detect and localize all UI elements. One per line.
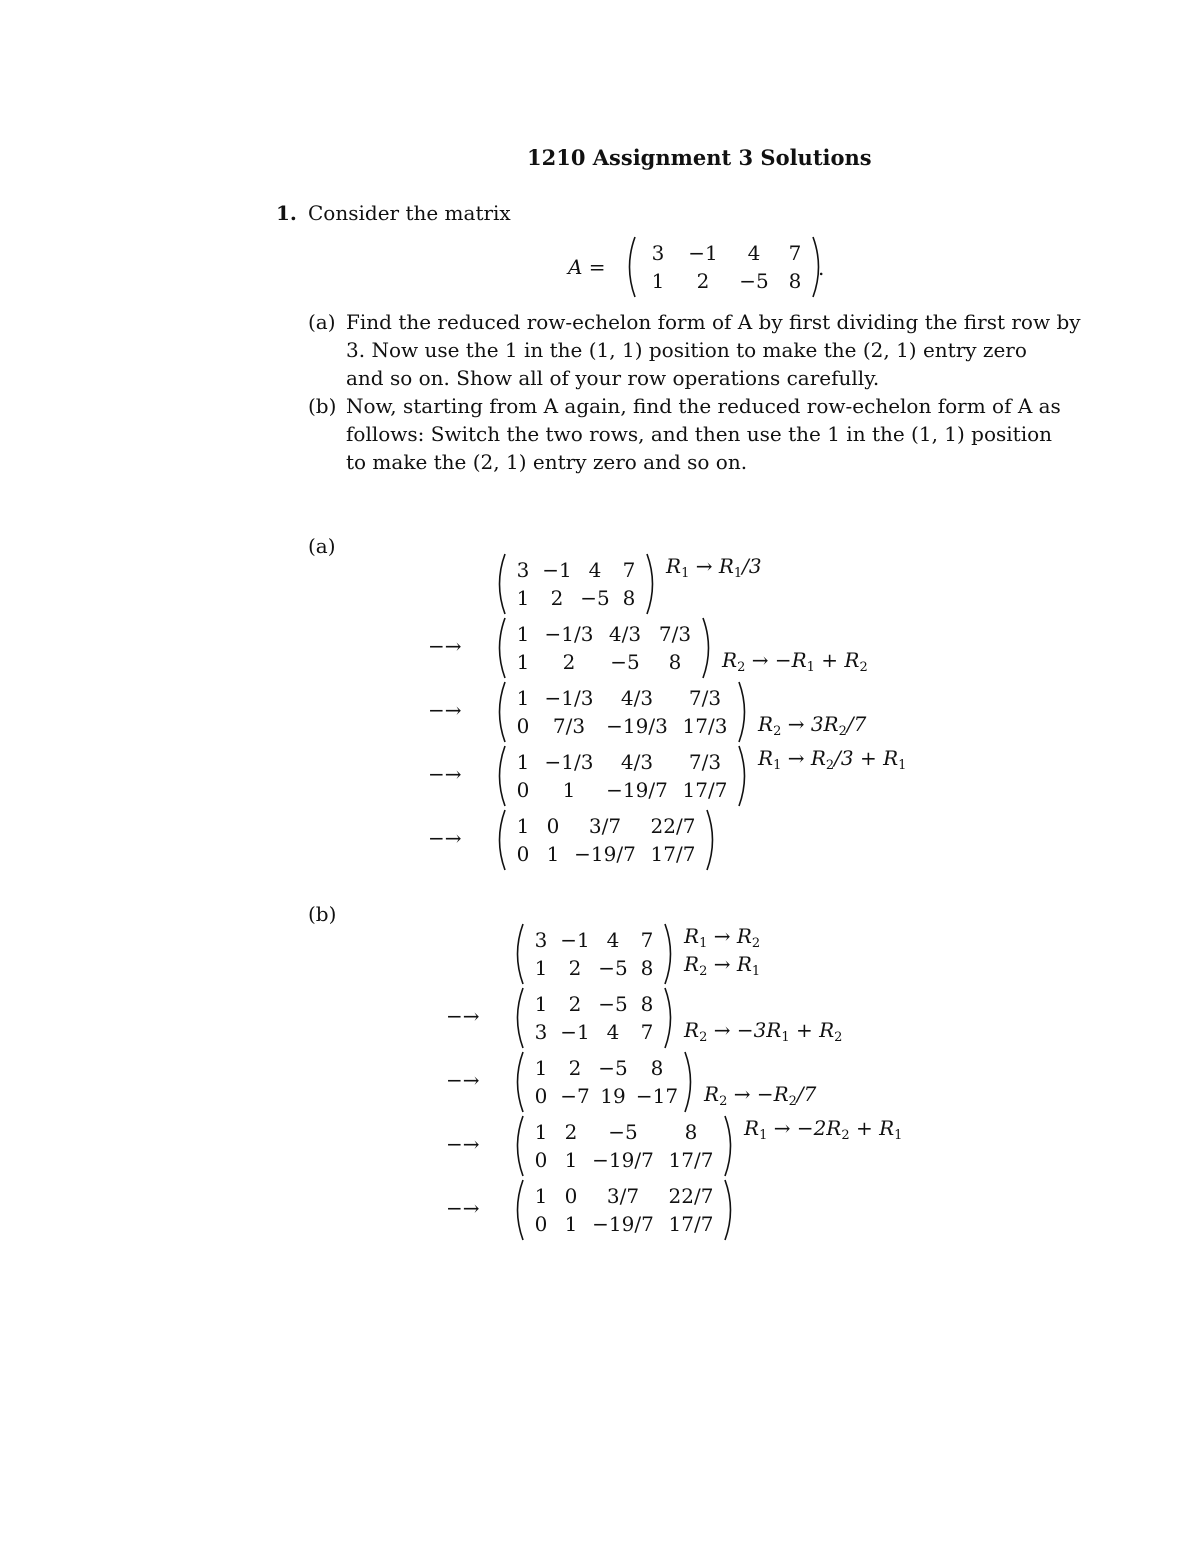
matrix-cell: 1: [546, 842, 560, 866]
matrix-cell: 1: [516, 750, 530, 774]
matrix-cell: −19/7: [606, 778, 668, 802]
step-matrix: [510, 1050, 698, 1114]
matrix-cell: 0: [534, 1084, 548, 1108]
matrix-cell: 0: [516, 714, 530, 738]
right-paren: [700, 616, 716, 680]
matrix-cell: 2: [564, 1120, 578, 1144]
matrix-cell: 22/7: [650, 814, 696, 838]
matrix-cell: 8: [640, 992, 654, 1016]
page-title: 1210 Assignment 3 Solutions: [527, 145, 872, 170]
row-operation: $R_2 \to R_1$: [684, 952, 761, 979]
matrix-cell: −19/7: [592, 1212, 654, 1236]
matrix-cell: 3: [534, 1020, 548, 1044]
matrix-cell: 0: [546, 814, 560, 838]
matrix-entries: [508, 558, 644, 610]
step-matrix: [492, 552, 660, 616]
matrix-cell: 3/7: [588, 814, 622, 838]
matrix-cell: 17/7: [668, 1212, 714, 1236]
matrix-cell: 1: [564, 1148, 578, 1172]
matrix-cell: 17/3: [682, 714, 728, 738]
matrix-cell: −1: [560, 1020, 590, 1044]
matrix-cell: 8: [622, 586, 636, 610]
matrix-cell: 3: [651, 241, 665, 265]
left-paren: [510, 922, 526, 986]
row-operation: $R_1 \to R_2$: [684, 924, 761, 951]
row-operation: $R_2 \to -R_1 + R_2$: [722, 648, 868, 675]
matrix-cell: −17: [635, 1084, 679, 1108]
matrix-cell: 1: [534, 1184, 548, 1208]
matrix-cell: −5: [580, 586, 610, 610]
matrix-cell: 1: [516, 814, 530, 838]
matrix-cell: 2: [568, 992, 582, 1016]
matrix-entries: [508, 750, 736, 802]
part-a-label: (a): [308, 310, 336, 334]
transform-arrow: −→: [446, 1004, 480, 1028]
part-b-line-2: follows: Switch the two rows, and then use the 1 in the (1, 1) position: [346, 422, 1053, 446]
matrix-cell: 4/3: [620, 686, 654, 710]
matrix-cell: 1: [562, 778, 576, 802]
matrix-cell: −1/3: [544, 686, 594, 710]
matrix-cell: 0: [516, 778, 530, 802]
problem-intro: Consider the matrix: [308, 201, 511, 225]
transform-arrow: −→: [428, 762, 462, 786]
matrix-cell: 1: [534, 992, 548, 1016]
matrix-cell: 19: [600, 1084, 626, 1108]
right-paren: [682, 1050, 698, 1114]
matrix-cell: 4: [747, 241, 761, 265]
matrix-cell: 7: [622, 558, 636, 582]
matrix-cell: −1/3: [544, 622, 594, 646]
matrix-cell: 4/3: [608, 622, 642, 646]
matrix-cell: 2: [562, 650, 576, 674]
matrix-cell: 0: [534, 1148, 548, 1172]
matrix-cell: 4: [588, 558, 602, 582]
matrix-cell: −1: [688, 241, 718, 265]
part-b-line-1: Now, starting from A again, find the reduced row-echelon form of A as: [346, 394, 1061, 418]
step-matrix: [492, 680, 752, 744]
matrix-cell: −19/7: [592, 1148, 654, 1172]
right-paren: [722, 1178, 738, 1242]
transform-arrow: −→: [428, 826, 462, 850]
matrix-cell: −5: [598, 1056, 628, 1080]
matrix-cell: 0: [516, 842, 530, 866]
left-paren: [492, 808, 508, 872]
matrix-label: A =: [568, 255, 606, 279]
row-operation: $R_1 \to R_2/3 + R_1$: [758, 746, 907, 773]
solution-b-label: (b): [308, 902, 337, 926]
matrix-entries: [526, 1120, 722, 1172]
matrix-cell: 7/3: [552, 714, 586, 738]
matrix-cell: −1: [560, 928, 590, 952]
transform-arrow: −→: [428, 634, 462, 658]
part-a-line-2: 3. Now use the 1 in the (1, 1) position to make the (2, 1) entry zero: [346, 338, 1027, 362]
matrix-cell: 7: [640, 1020, 654, 1044]
matrix-cell: 0: [534, 1212, 548, 1236]
matrix-entries: [508, 622, 700, 674]
matrix-cell: 2: [568, 956, 582, 980]
matrix-A: [622, 235, 826, 299]
step-matrix: [510, 1178, 738, 1242]
left-paren: [492, 680, 508, 744]
matrix-cell: 4: [606, 928, 620, 952]
matrix-cell: −5: [608, 1120, 638, 1144]
left-paren: [510, 1114, 526, 1178]
matrix-cell: 7/3: [688, 750, 722, 774]
matrix-cell: 1: [534, 1120, 548, 1144]
matrix-cell: 17/7: [682, 778, 728, 802]
right-paren: [704, 808, 720, 872]
matrix-cell: 3: [516, 558, 530, 582]
step-matrix: [492, 808, 720, 872]
row-operation: $R_2 \to -3R_1 + R_2$: [684, 1018, 843, 1045]
matrix-cell: 4: [606, 1020, 620, 1044]
matrix-cell: 3/7: [606, 1184, 640, 1208]
step-matrix: [492, 616, 716, 680]
matrix-cell: −7: [560, 1084, 590, 1108]
right-paren: [662, 922, 678, 986]
matrix-entries: [638, 241, 810, 293]
left-paren: [510, 1178, 526, 1242]
matrix-cell: −19/3: [606, 714, 668, 738]
matrix-cell: 17/7: [650, 842, 696, 866]
matrix-cell: 8: [650, 1056, 664, 1080]
matrix-entries: [508, 686, 736, 738]
matrix-cell: 1: [516, 686, 530, 710]
left-paren: [492, 616, 508, 680]
matrix-cell: −5: [598, 992, 628, 1016]
matrix-entries: [526, 928, 662, 980]
matrix-period: .: [818, 256, 825, 280]
matrix-cell: 17/7: [668, 1148, 714, 1172]
matrix-cell: −1: [542, 558, 572, 582]
transform-arrow: −→: [428, 698, 462, 722]
matrix-cell: 2: [550, 586, 564, 610]
matrix-cell: 1: [516, 650, 530, 674]
matrix-cell: 8: [668, 650, 682, 674]
matrix-cell: 22/7: [668, 1184, 714, 1208]
matrix-cell: 1: [516, 586, 530, 610]
row-operation: $R_1 \to -2R_2 + R_1$: [744, 1116, 903, 1143]
matrix-cell: 8: [684, 1120, 698, 1144]
matrix-cell: 7: [640, 928, 654, 952]
problem-number: 1.: [276, 201, 297, 225]
left-paren: [510, 1050, 526, 1114]
transform-arrow: −→: [446, 1132, 480, 1156]
matrix-cell: −19/7: [574, 842, 636, 866]
matrix-cell: 2: [568, 1056, 582, 1080]
right-paren: [644, 552, 660, 616]
step-matrix: [510, 1114, 738, 1178]
matrix-cell: −5: [598, 956, 628, 980]
matrix-entries: [526, 1184, 722, 1236]
right-paren: [722, 1114, 738, 1178]
matrix-entries: [526, 992, 662, 1044]
matrix-cell: 1: [516, 622, 530, 646]
matrix-entries: [526, 1056, 682, 1108]
step-matrix: [492, 744, 752, 808]
right-paren: [662, 986, 678, 1050]
row-operation: $R_2 \to -R_2/7$: [704, 1082, 817, 1109]
matrix-cell: −5: [610, 650, 640, 674]
right-paren: [736, 744, 752, 808]
part-b-label: (b): [308, 394, 337, 418]
matrix-cell: 0: [564, 1184, 578, 1208]
left-paren: [510, 986, 526, 1050]
left-paren: [492, 744, 508, 808]
part-a-line-1: Find the reduced row-echelon form of A by first dividing the first row by: [346, 310, 1081, 334]
step-matrix: [510, 986, 678, 1050]
right-paren: [736, 680, 752, 744]
part-b-line-3: to make the (2, 1) entry zero and so on.: [346, 450, 748, 474]
matrix-cell: 1: [534, 1056, 548, 1080]
row-operation: $R_1 \to R_1/3$: [666, 554, 762, 581]
left-paren: [492, 552, 508, 616]
matrix-cell: 2: [696, 269, 710, 293]
part-a-line-3: and so on. Show all of your row operations carefully.: [346, 366, 880, 390]
matrix-entries: [508, 814, 704, 866]
transform-arrow: −→: [446, 1196, 480, 1220]
matrix-cell: 8: [788, 269, 802, 293]
matrix-cell: −5: [739, 269, 769, 293]
matrix-cell: 7: [788, 241, 802, 265]
transform-arrow: −→: [446, 1068, 480, 1092]
solution-a-label: (a): [308, 534, 336, 558]
matrix-cell: 3: [534, 928, 548, 952]
matrix-cell: 4/3: [620, 750, 654, 774]
matrix-cell: 1: [564, 1212, 578, 1236]
matrix-cell: 7/3: [658, 622, 692, 646]
matrix-cell: 7/3: [688, 686, 722, 710]
matrix-cell: 1: [651, 269, 665, 293]
matrix-cell: −1/3: [544, 750, 594, 774]
matrix-cell: 8: [640, 956, 654, 980]
row-operation: $R_2 \to 3R_2/7$: [758, 712, 867, 739]
step-matrix: [510, 922, 678, 986]
matrix-cell: 1: [534, 956, 548, 980]
left-paren: [622, 235, 638, 299]
